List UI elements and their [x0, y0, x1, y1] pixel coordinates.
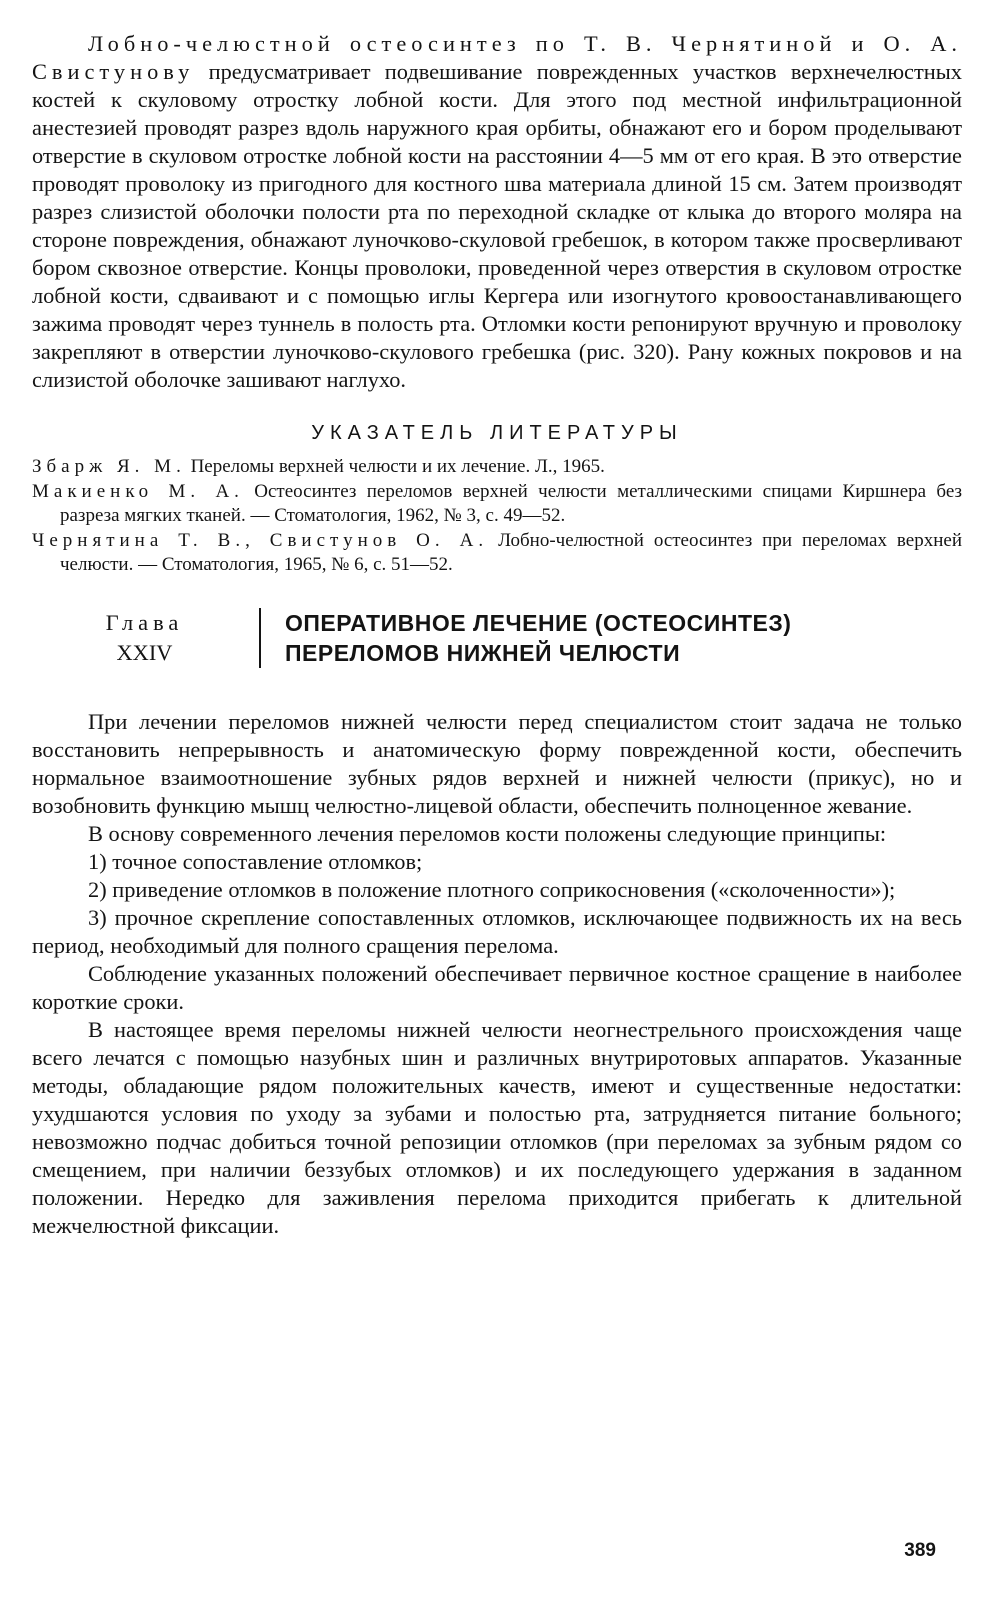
chapter-header	[32, 608, 962, 668]
literature-text: Переломы верхней челюсти и их лечение. Л., 1965.	[185, 456, 605, 477]
literature-list	[32, 455, 962, 578]
chapter-word: Глава	[105, 609, 184, 635]
chapter-label	[32, 608, 257, 668]
principle-item: 2) приведение отломков в положение плотного соприкосновения («сколоченности»);	[88, 876, 896, 902]
literature-entry	[32, 529, 962, 578]
paragraph-osteosynthesis-method	[32, 30, 962, 394]
literature-entry	[32, 455, 962, 480]
literature-author: Чернятина Т. В., Свистунов О. А.	[32, 529, 489, 551]
page-number: 389	[904, 1540, 936, 1561]
chapter-title	[285, 608, 791, 668]
literature-author: Збарж Я. М.	[32, 456, 186, 477]
body-paragraph: Соблюдение указанных положений обеспечивает первичное костное сращение в наиболее короткие сроки.	[32, 960, 962, 1014]
chapter-title-line: ПЕРЕЛОМОВ НИЖНЕЙ ЧЕЛЮСТИ	[285, 639, 681, 666]
literature-text: Лобно-челюстной остеосинтез при переломах верхней челюсти. — Стоматология, 1965, № 6, с. 51—52.	[60, 529, 962, 575]
principle-item: 1) точное сопоставление отломков;	[88, 848, 423, 874]
principle-item: 3) прочное скрепление сопоставленных отломков, исключающее подвижность их на весь период, необходимый для полного сращения перелома.	[32, 904, 962, 958]
method-authors: Лобно-челюстной остеосинтез по Т. В. Чернятиной и О. А. Свистунову	[32, 31, 962, 84]
literature-text: Остеосинтез переломов верхней челюсти металлическими спицами Киршнера без разреза мягких тканей. — Стоматология, 1962, № 3, с. 49—52.	[60, 480, 962, 526]
body-paragraph: При лечении переломов нижней челюсти перед специалистом стоит задача не только восстановить непрерывность и анатомическую форму поврежденной кости, обеспечить нормальное взаимоотношение зубных рядов верхней и нижней челюсти (прикус), но и возобновить функцию мышц челюстно-лицевой области, обеспечить полноценное жевание.	[32, 708, 962, 818]
body-paragraph: В настоящее время переломы нижней челюсти неогнестрельного происхождения чаще всего лечатся с помощью назубных шин и различных внутриротовых аппаратов. Указанные методы, обладающие рядом положительных качеств, имеют и существенные недостатки: ухудшаются условия по уходу за зубами и полостью рта, затрудняется питание больного; невозможно подчас добиться точной репозиции отломков (при переломах за зубным рядом со смещением, при наличии беззубых отломков) и их последующего удержания в заданном положении. Нередко для заживления перелома приходится прибегать к длительной межчелюстной фиксации.	[32, 1016, 962, 1238]
page-content	[32, 30, 962, 1240]
chapter-number: XXIV	[116, 639, 173, 665]
chapter-title-line: ОПЕРАТИВНОЕ ЛЕЧЕНИЕ (ОСТЕОСИНТЕЗ)	[285, 609, 792, 636]
method-description: предусматривает подвешивание поврежденных участков верхнечелюстных костей к скуловому отростку лобной кости. Для этого под местной инфильтрационной анестезией проводят разрез вдоль наружного края орбиты, обнажают его и бором проделывают отверстие в скуловом отростке лобной кости на расстоянии 4—5 мм от его края. В это отверстие проводят проволоку из пригодного для костного шва материала длиной 15 см. Затем производят разрез слизистой оболочки полости рта по переходной складке от клыка до второго моляра на стороне повреждения, обнажают луночково-скуловой гребешок, в котором также просверливают бором сквозное отверстие. Концы проволоки, проведенной через отверстия в скуловом отростке лобной кости, сдваивают и с помощью иглы Кергера или изогнутого кровоостанавливающего зажима проводят через туннель в полость рта. Отломки кости репонируют вручную и проволоку закрепляют в отверстии луночково-скулового гребешка (рис. 320). Рану кожных покровов и на слизистой оболочке зашивают наглухо.	[32, 59, 962, 392]
literature-entry	[32, 480, 962, 529]
chapter-divider	[259, 608, 261, 668]
literature-author: Макиенко М. А.	[32, 480, 244, 502]
body-paragraph: В основу современного лечения переломов кости положены следующие принципы:	[88, 820, 887, 846]
literature-heading: УКАЗАТЕЛЬ ЛИТЕРАТУРЫ	[311, 422, 683, 444]
